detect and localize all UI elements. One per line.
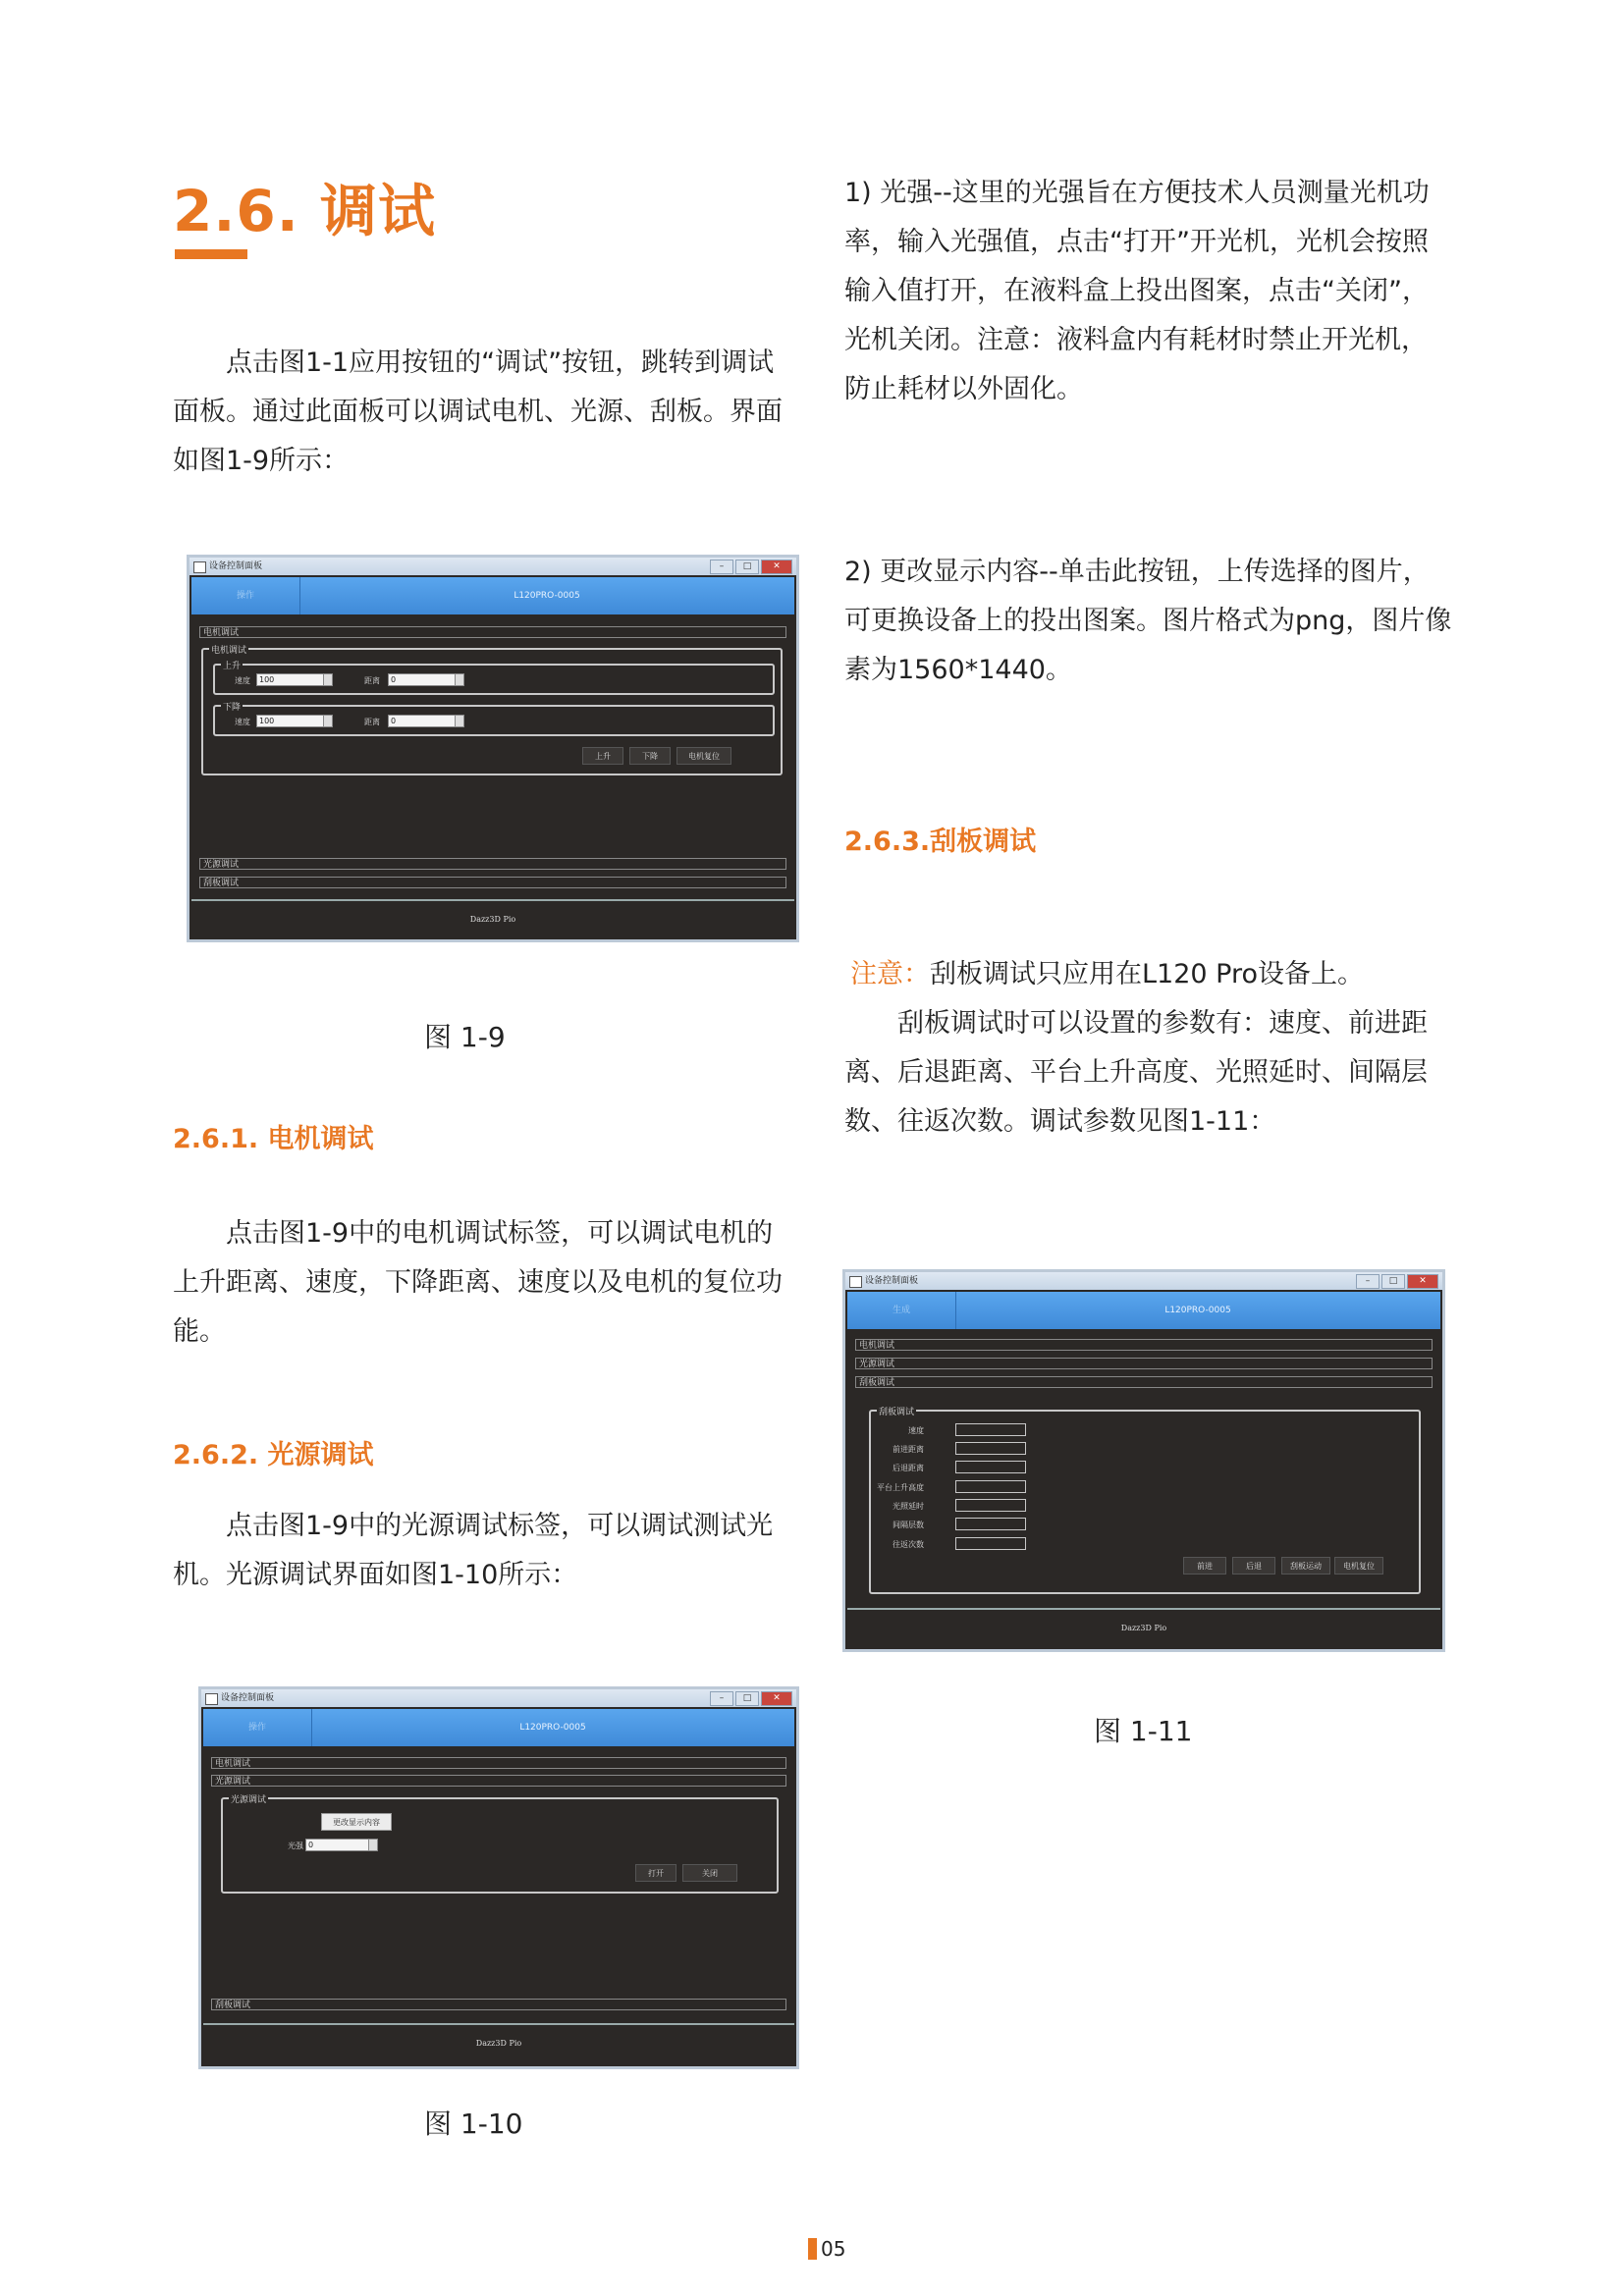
window-footer: Dazz3D Pio — [203, 2023, 794, 2062]
down-group — [213, 705, 775, 736]
distance-label: 距离 — [364, 676, 380, 685]
note-text: 刮板调试只应用在L120 Pro设备上。 — [930, 959, 1364, 989]
fig9-caption: 图 1-9 — [424, 1021, 506, 1053]
window-header — [191, 577, 794, 614]
intro-paragraph: 点击图1-1应用按钮的“调试”按钮，跳转到调试面板。通过此面板可以调试电机、光源、刮板。界面如图1-9所示： — [173, 347, 783, 476]
window-titlebar — [189, 558, 796, 575]
down-distance-input[interactable]: 0 — [388, 715, 464, 727]
tab-operate[interactable]: 操作 — [191, 577, 300, 614]
fig10-window — [198, 1686, 799, 2069]
distance-label: 距离 — [364, 718, 380, 726]
up-distance-input[interactable]: 0 — [388, 673, 464, 686]
field-label-backward: 后退距离 — [893, 1464, 924, 1472]
group-label: 电机调试 — [209, 643, 248, 656]
section-2-6-2-text: 点击图1-9中的光源调试标签，可以调试测试光机。光源调试界面如图1-10所示： — [173, 1511, 774, 1590]
window-title: 设备控制面板 — [221, 1693, 275, 1703]
speed-label: 速度 — [235, 676, 250, 685]
maximize-icon[interactable]: □ — [735, 560, 759, 574]
window-header — [203, 1709, 794, 1746]
motor-reset-button[interactable]: 电机复位 — [676, 747, 731, 765]
round-trips-input[interactable] — [955, 1537, 1026, 1550]
window-header — [847, 1292, 1440, 1329]
tab-light-debug[interactable]: 光源调试 — [211, 1775, 786, 1787]
change-display-button[interactable]: 更改显示内容 — [321, 1813, 392, 1831]
window-controls — [710, 560, 792, 573]
motor-group — [201, 648, 783, 775]
speed-label: 速度 — [235, 718, 250, 726]
app-icon — [193, 561, 206, 573]
fig11-window — [842, 1269, 1445, 1652]
maximize-icon[interactable]: □ — [1381, 1274, 1405, 1289]
tab-scraper-debug[interactable]: 刮板调试 — [211, 1999, 786, 2010]
window-title: 设备控制面板 — [209, 561, 263, 571]
tab-light-debug[interactable]: 光源调试 — [199, 858, 786, 870]
note-label: 注意： — [850, 959, 930, 989]
forward-distance-input[interactable] — [955, 1442, 1026, 1455]
down-button[interactable]: 下降 — [629, 747, 671, 765]
device-name: L120PRO-0005 — [514, 591, 580, 601]
tab-operate[interactable]: 操作 — [203, 1709, 312, 1746]
scraper-group — [869, 1410, 1421, 1594]
close-icon[interactable]: ✕ — [761, 560, 792, 574]
maximize-icon[interactable]: □ — [735, 1691, 759, 1706]
intensity-input[interactable]: 0 — [305, 1839, 378, 1851]
item-1-light-intensity: 1) 光强--这里的光强旨在方便技术人员测量光机功率，输入光强值，点击“打开”开光机，光机会按照输入值打开，在液料盒上投出图案，点击“关闭”，光机关闭。注意：液料盒内有耗材时禁止开光机，防止耗材以外固化。 — [844, 178, 1430, 404]
note-line — [850, 950, 1459, 999]
backward-distance-input[interactable] — [955, 1461, 1026, 1473]
field-label-speed: 速度 — [908, 1426, 924, 1435]
section-2-6-1-title: 2.6.1. 电机调试 — [173, 1124, 374, 1154]
field-label-platform-rise: 平台上升高度 — [877, 1483, 924, 1492]
speed-input[interactable] — [955, 1423, 1026, 1436]
down-speed-input[interactable]: 100 — [256, 715, 333, 727]
page-number: 05 — [821, 2237, 846, 2261]
interval-layers-input[interactable] — [955, 1518, 1026, 1530]
fig9-window — [187, 555, 799, 942]
scraper-move-button[interactable]: 刮板运动 — [1281, 1557, 1330, 1575]
title-underline — [175, 249, 247, 259]
tab-motor-debug[interactable]: 电机调试 — [211, 1757, 786, 1769]
platform-rise-input[interactable] — [955, 1480, 1026, 1493]
tab-scraper-debug[interactable]: 刮板调试 — [199, 877, 786, 888]
device-name: L120PRO-0005 — [1164, 1306, 1231, 1315]
field-label-interval-layers: 间隔层数 — [893, 1521, 924, 1529]
forward-button[interactable]: 前进 — [1183, 1557, 1226, 1575]
intensity-label: 光强 — [288, 1842, 303, 1850]
section-2-6-2-title: 2.6.2. 光源调试 — [173, 1440, 374, 1470]
field-label-forward: 前进距离 — [893, 1445, 924, 1454]
up-group — [213, 664, 775, 695]
device-name: L120PRO-0005 — [519, 1723, 586, 1733]
window-controls — [1356, 1274, 1438, 1288]
group-label: 刮板调试 — [877, 1405, 916, 1417]
window-titlebar — [201, 1689, 796, 1707]
close-icon[interactable]: ✕ — [761, 1691, 792, 1706]
window-title: 设备控制面板 — [865, 1276, 919, 1286]
tab-motor-debug[interactable]: 电机调试 — [855, 1339, 1433, 1351]
group-label: 上升 — [221, 659, 243, 671]
app-icon — [205, 1693, 218, 1705]
close-button[interactable]: 关闭 — [682, 1864, 737, 1882]
app-icon — [849, 1276, 862, 1288]
tab-motor-debug[interactable]: 电机调试 — [199, 626, 786, 638]
up-speed-input[interactable]: 100 — [256, 673, 333, 686]
minimize-icon[interactable]: – — [1356, 1274, 1380, 1289]
page-number-marker — [808, 2238, 817, 2260]
up-button[interactable]: 上升 — [582, 747, 623, 765]
fig10-caption: 图 1-10 — [424, 2108, 523, 2140]
window-footer: Dazz3D Pio — [191, 899, 794, 938]
tab-light-debug[interactable]: 光源调试 — [855, 1358, 1433, 1369]
section-2-6-1-text: 点击图1-9中的电机调试标签，可以调试电机的上升距离、速度，下降距离、速度以及电机的复位功能。 — [173, 1218, 783, 1347]
light-delay-input[interactable] — [955, 1499, 1026, 1512]
tab-scraper-debug[interactable]: 刮板调试 — [855, 1376, 1433, 1388]
close-icon[interactable]: ✕ — [1407, 1274, 1438, 1289]
fig11-caption: 图 1-11 — [1094, 1715, 1193, 1747]
page-title: 2.6. 调试 — [173, 178, 436, 244]
window-footer: Dazz3D Pio — [847, 1608, 1440, 1647]
field-label-light-delay: 光照延时 — [893, 1502, 924, 1511]
group-label: 下降 — [221, 700, 243, 713]
minimize-icon[interactable]: – — [710, 560, 733, 574]
item-2-change-display: 2) 更改显示内容--单击此按钮，上传选择的图片，可更换设备上的投出图案。图片格式为png，图片像素为1560*1440。 — [844, 557, 1452, 685]
motor-reset-button[interactable]: 电机复位 — [1334, 1557, 1383, 1575]
back-button[interactable]: 后退 — [1232, 1557, 1275, 1575]
open-button[interactable]: 打开 — [635, 1864, 676, 1882]
tab-generate[interactable]: 生成 — [847, 1292, 956, 1329]
section-2-6-3-text: 刮板调试时可以设置的参数有：速度、前进距离、后退距离、平台上升高度、光照延时、间隔层数、往返次数。调试参数见图1-11： — [844, 1008, 1428, 1137]
window-controls — [710, 1691, 792, 1705]
light-group — [221, 1797, 779, 1894]
section-2-6-3-title: 2.6.3.刮板调试 — [844, 827, 1037, 857]
minimize-icon[interactable]: – — [710, 1691, 733, 1706]
window-titlebar — [845, 1272, 1442, 1290]
group-label: 光源调试 — [229, 1792, 268, 1805]
field-label-round-trips: 往返次数 — [893, 1540, 924, 1549]
